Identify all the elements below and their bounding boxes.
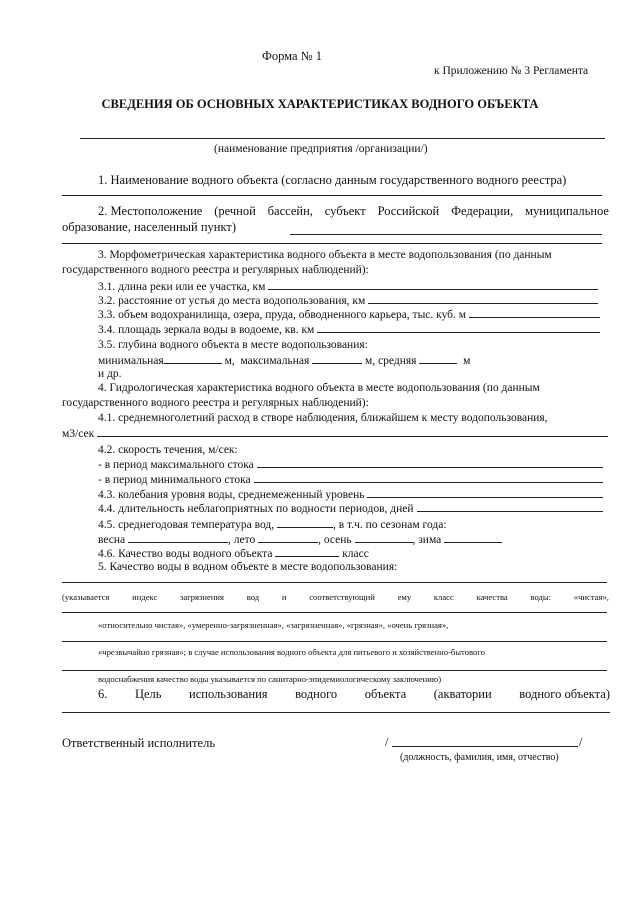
note-line-4: водоснабжения качество воды указывается по санитарно-эпидемиологическому заключению)	[98, 674, 442, 684]
section-1-field[interactable]	[62, 195, 602, 196]
seasons-row: весна , лето , осень , зима	[98, 532, 502, 546]
item-3-2-label: 3.2. расстояние от устья до места водопользования, км	[98, 295, 366, 307]
note-field-3[interactable]	[62, 670, 607, 671]
signature-caption: (должность, фамилия, имя, отчество)	[400, 752, 559, 763]
item-4-6-row: 4.6. Качество воды водного объекта класс	[98, 548, 369, 560]
signature-field[interactable]	[392, 746, 578, 747]
depth-row: минимальная м, максимальная м, средняя м	[98, 355, 471, 367]
item-4-4-field[interactable]	[417, 502, 603, 512]
section-2-line-1: 2. Местоположение (речной бассейн, субъект Российской Федерации, муниципальное	[98, 204, 609, 218]
item-4-2-max-row	[98, 458, 603, 471]
item-4-1-field[interactable]	[97, 427, 608, 437]
item-3-1-field[interactable]	[268, 280, 598, 290]
item-3-4-label: 3.4. площадь зеркала воды в водоеме, кв. км	[98, 324, 315, 336]
item-3-1-label: 3.1. длина реки или ее участка, км	[98, 281, 266, 293]
item-4-3-label: 4.3. колебания уровня воды, среднемеженный уровень	[98, 489, 365, 501]
section-1-label: 1. Наименование водного объекта (согласно данным государственного водного реестра)	[98, 173, 567, 187]
slash-right: /	[579, 735, 583, 749]
item-3-2-row	[98, 294, 598, 307]
item-3-4-field[interactable]	[317, 323, 600, 333]
form-title: СВЕДЕНИЯ ОБ ОСНОВНЫХ ХАРАКТЕРИСТИКАХ ВОДНОГО ОБЪЕКТА	[101, 97, 539, 111]
section-4-line-1: 4. Гидрологическая характеристика водного объекта в месте водопользования (по данным	[98, 382, 540, 394]
depth-min-field[interactable]	[164, 353, 222, 364]
responsible-label: Ответственный исполнитель	[62, 736, 216, 750]
item-3-2-field[interactable]	[368, 294, 598, 304]
item-3-3-field[interactable]	[469, 308, 600, 318]
item-4-1-row	[62, 427, 608, 440]
organization-name-line[interactable]	[80, 138, 605, 139]
winter-temp-field[interactable]	[444, 532, 502, 543]
section-6-field[interactable]	[62, 712, 610, 713]
section-2-line-2: образование, населенный пункт)	[62, 220, 237, 234]
item-4-3-row	[98, 488, 603, 501]
section-5-label: 5. Качество воды в водном объекте в месте водопользования:	[98, 561, 398, 573]
item-4-2-min-row	[98, 473, 603, 486]
section-3-line-2: государственного водного реестра и регулярных наблюдений):	[62, 264, 369, 276]
section-5-field[interactable]	[62, 582, 607, 583]
item-3-3-row	[98, 308, 600, 321]
item-3-1-row	[98, 280, 598, 293]
section-2-field[interactable]	[290, 234, 602, 235]
item-4-3-field[interactable]	[367, 488, 603, 498]
item-4-2-max-field[interactable]	[257, 458, 603, 468]
form-number: Форма № 1	[262, 49, 322, 63]
item-3-4-row	[98, 323, 600, 336]
section-6-line: 6. Цель использования водного объекта (акватории водного объекта)	[98, 687, 610, 701]
item-4-5-row: 4.5. среднегодовая температура вод, , в т.ч. по сезонам года:	[98, 519, 447, 531]
water-class-field[interactable]	[275, 546, 339, 557]
and-others: и др.	[98, 368, 122, 380]
item-4-1-label: 4.1. среднемноголетний расход в створе наблюдения, ближайшем к месту водопользования,	[98, 412, 548, 424]
item-4-4-row	[98, 502, 603, 515]
note-field-2[interactable]	[62, 641, 607, 642]
item-4-4-label: 4.4. длительность неблагоприятных по водности периодов, дней	[98, 503, 414, 515]
item-3-5-label: 3.5. глубина водного объекта в месте водопользования:	[98, 339, 368, 351]
note-line-3: «чрезвычайно грязная»; в случае использования водного объекта для питьевого и хозяйственно-бытового	[98, 647, 485, 657]
appendix-reference: к Приложению № 3 Регламента	[434, 65, 589, 77]
note-line-1: (указывается индекс загрязнения вод и соответствующий ему класс качества воды: «чистая»,	[62, 592, 609, 602]
item-4-2-max-label: - в период максимального стока	[98, 459, 254, 471]
item-4-2-label: 4.2. скорость течения, м/сек:	[98, 444, 238, 456]
depth-max-field[interactable]	[312, 353, 362, 364]
slash-left: /	[385, 735, 389, 749]
section-2-field-2[interactable]	[62, 243, 602, 244]
autumn-temp-field[interactable]	[355, 532, 413, 543]
summer-temp-field[interactable]	[258, 532, 318, 543]
note-line-2: «относительно чистая», «умеренно-загрязненная», «загрязненная», «грязная», «очень грязная»,	[98, 620, 449, 630]
section-3-line-1: 3. Морфометрическая характеристика водного объекта в месте водопользования (по данным	[98, 249, 552, 261]
note-field-1[interactable]	[62, 612, 607, 613]
organization-caption: (наименование предприятия /организации/)	[214, 143, 428, 155]
depth-avg-field[interactable]	[419, 353, 457, 364]
avg-temp-field[interactable]	[277, 517, 333, 528]
item-3-3-label: 3.3. объем водохранилища, озера, пруда, обводненного карьера, тыс. куб. м	[98, 309, 467, 321]
section-4-line-2: государственного водного реестра и регулярных наблюдений):	[62, 397, 369, 409]
item-4-1-unit: м3/сек	[62, 428, 95, 440]
item-4-2-min-field[interactable]	[254, 473, 603, 483]
item-4-2-min-label: - в период минимального стока	[98, 474, 251, 486]
spring-temp-field[interactable]	[128, 532, 228, 543]
